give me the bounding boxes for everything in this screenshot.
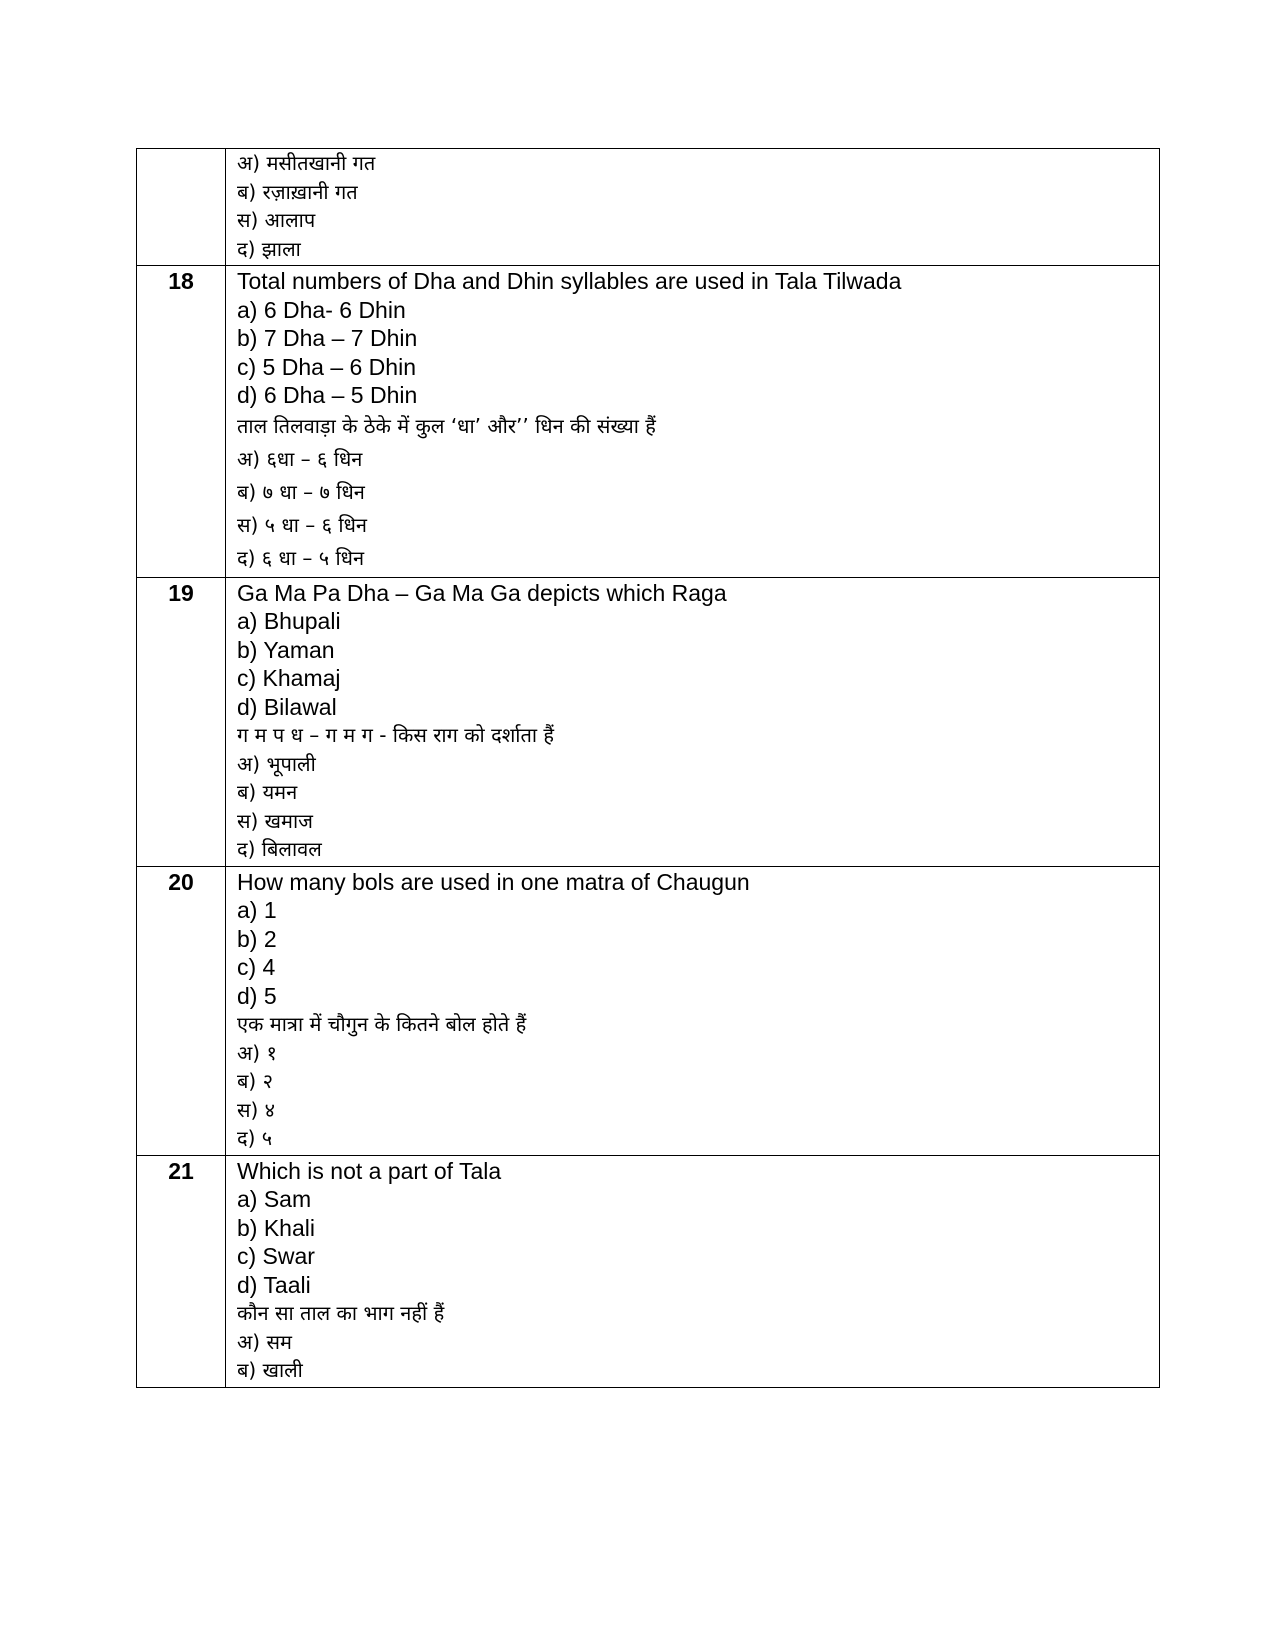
option-a: a) Sam [237,1186,312,1212]
option-a: a) 1 [237,897,277,923]
question-number [137,149,226,266]
question-row-18 [137,266,1160,578]
question-row-20 [137,866,1160,1155]
hindi-option-d: द) बिलावल [237,837,322,861]
hindi-option-b: ब) २ [237,1069,273,1093]
question-body [226,1155,1160,1387]
hindi-option-d: द) झाला [237,236,301,261]
option-a: a) 6 Dha- 6 Dhin [237,296,406,323]
hindi-option-d: द) ६ धा – ५ धिन [237,545,365,570]
question-row-21 [137,1155,1160,1387]
option-d: d) Bilawal [237,693,337,720]
option-d: d) 6 Dha – 5 Dhin [237,382,418,408]
question-text-hindi: ग म प ध – ग म ग - किस राग को दर्शाता हैं [237,723,555,747]
hindi-option-a: अ) मसीतखानी गत [237,151,376,175]
hindi-option-c: स) खमाज [237,808,314,833]
question-text-english: Total numbers of Dha and Dhin syllables are used in Tala Tilwada [237,268,902,294]
hindi-option-b: ब) ७ धा – ७ धिन [237,479,365,504]
hindi-option-b: ब) रज़ाख़ानी गत [237,179,358,204]
hindi-option-b: ब) खाली [237,1358,303,1382]
question-text-english: Ga Ma Pa Dha – Ga Ma Ga depicts which Raga [237,579,727,606]
question-body [226,149,1160,266]
option-c: c) Swar [237,1243,315,1269]
question-text-english: Which is not a part of Tala [237,1157,502,1184]
hindi-option-c: स) ५ धा – ६ धिन [237,512,367,537]
question-row-continued [137,149,1160,266]
option-c: c) Khamaj [237,665,341,691]
hindi-option-a: अ) ६धा – ६ धिन [237,446,363,471]
hindi-option-a: अ) भूपाली [237,751,316,776]
question-text-english: How many bols are used in one matra of Chaugun [237,868,750,895]
question-number: 18 [137,266,226,578]
question-number: 19 [137,577,226,866]
hindi-option-c: स) ४ [237,1097,276,1122]
option-c: c) 4 [237,954,276,980]
question-body [226,866,1160,1155]
question-text-hindi: एक मात्रा में चौगुन के कितने बोल होते हैं [237,1012,527,1036]
question-body [226,266,1160,578]
hindi-option-d: द) ५ [237,1126,273,1150]
hindi-option-b: ब) यमन [237,780,298,804]
hindi-option-a: अ) १ [237,1040,277,1065]
question-table-body [137,149,1160,1388]
option-d: d) Taali [237,1271,311,1298]
option-b: b) 2 [237,925,277,952]
option-b: b) Yaman [237,636,335,663]
option-c: c) 5 Dha – 6 Dhin [237,353,416,380]
question-text-hindi: ताल तिलवाड़ा के ठेके में कुल ‘धा’ और’’ धिन की संख्या हैं [237,413,656,438]
hindi-option-c: स) आलाप [237,208,316,232]
option-b: b) Khali [237,1214,315,1241]
question-number: 20 [137,866,226,1155]
question-text-hindi: कौन सा ताल का भाग नहीं हैं [237,1301,445,1325]
question-number: 21 [137,1155,226,1387]
question-table [136,148,1160,1388]
option-b: b) 7 Dha – 7 Dhin [237,325,418,351]
option-a: a) Bhupali [237,608,341,634]
question-body [226,577,1160,866]
option-d: d) 5 [237,982,277,1009]
question-row-19 [137,577,1160,866]
hindi-option-a: अ) सम [237,1329,292,1354]
